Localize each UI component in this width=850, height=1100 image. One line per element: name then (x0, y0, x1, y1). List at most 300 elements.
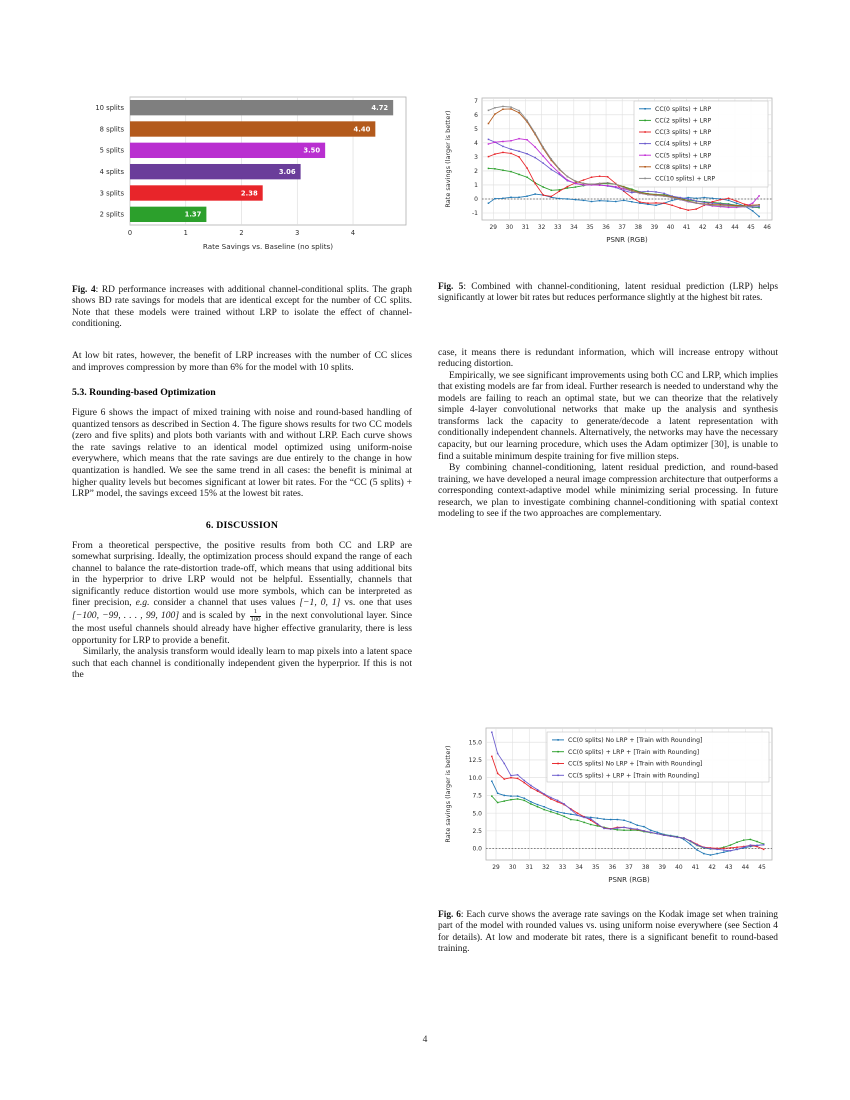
fig5-series-marker (655, 202, 657, 204)
paragraph-combining: By combining channel-conditioning, latent residual prediction, and round-based training, we have developed a neural image compression architecture that outperforms a corresponding context-adaptive model while minimizing serial processing. In future research, we plan to investigate combining channel-conditioning with spatial context modeling to see if the two approaches are complementary. (438, 462, 778, 520)
fig6-series-marker (723, 849, 725, 851)
fig6-series-marker (590, 824, 592, 826)
fig5-series-marker (631, 201, 633, 203)
fig6-series-marker (577, 815, 579, 817)
fig6-series-marker (710, 848, 712, 850)
fig5-series-marker (696, 208, 698, 210)
fig6-series-marker (550, 798, 552, 800)
fig6-xtick-label: 30 (508, 865, 517, 871)
fig5-series-marker (607, 176, 609, 178)
fig5-xtick-label: 45 (747, 225, 755, 231)
fig5-series-marker (728, 200, 730, 202)
fig5-series-marker (687, 209, 689, 211)
fig6-series-marker (617, 829, 619, 831)
fig5-series-marker (494, 107, 496, 109)
fig4-ytick-label: 4 splits (99, 168, 124, 177)
fig6-series-marker (523, 800, 525, 802)
fig6-series-marker (583, 817, 585, 819)
fig5-series-marker (712, 198, 714, 200)
fig5-series-marker (736, 206, 738, 208)
fig6-series-marker (590, 817, 592, 819)
fig5-series-marker (502, 141, 504, 143)
disc-1-part-c: vs. one that uses (340, 597, 412, 609)
fig5-ytick-label: -1 (472, 210, 478, 218)
fig6-series-marker (716, 849, 718, 851)
fig5-series-marker (542, 186, 544, 188)
fig5-series-marker (502, 152, 504, 154)
fraction-denominator: 100 (250, 615, 261, 623)
fig5-series-marker (551, 169, 553, 171)
fig6-series-marker (756, 841, 758, 843)
fig5-series-marker (631, 191, 633, 193)
fig5-legend-label: CC(10 splits) + LRP (655, 175, 716, 183)
figure-4 (72, 92, 412, 257)
fig5-series-marker (696, 200, 698, 202)
fig5-xtick-label: 32 (537, 225, 546, 231)
fig6-series-marker (550, 797, 552, 799)
fig5-series-marker (542, 146, 544, 148)
fig6-series-marker (650, 829, 652, 831)
disc-1-part-e: in the next convolutional layer. Since the most useful channels should already have higher effective granularity, there is less opportunity for LRP to provide a benefit. (72, 609, 412, 646)
fig6-series-marker (497, 793, 499, 795)
fig6-series-marker (537, 806, 539, 808)
fig5-legend-marker (644, 143, 646, 145)
fig5-series-marker (526, 139, 528, 141)
fig6-series-marker (683, 839, 685, 841)
fig6-series-marker (736, 849, 738, 851)
fig5-series-marker (647, 194, 649, 196)
fig6-series-marker (577, 820, 579, 822)
fig6-xtick-label: 45 (758, 865, 766, 871)
fig5-series-marker (655, 195, 657, 197)
fig6-series-marker (517, 774, 519, 776)
fig5-series-marker (631, 192, 633, 194)
fig6-series-marker (530, 803, 532, 805)
figure-5-caption (438, 282, 778, 305)
fig5-ytick-label: 7 (474, 97, 478, 105)
fig6-series-marker (663, 834, 665, 836)
fig6-xtick-label: 33 (558, 865, 567, 871)
fig5-series-marker (696, 202, 698, 204)
figure-5-caption-label: Fig. 5 (438, 282, 464, 292)
fig5-ytick-label: 1 (474, 182, 478, 190)
fig6-series-marker (750, 839, 752, 841)
fig5-xtick-label: 30 (505, 225, 514, 231)
fig5-ytick-label: 4 (474, 139, 478, 147)
fig6-series-marker (763, 849, 765, 851)
paragraph-lrp-low-bitrates: At low bit rates, however, the benefit of LRP increases with the number of CC slices and improves compression by more than 6% for the model with 10 splits. (72, 350, 412, 373)
fig5-series-marker (591, 176, 593, 178)
figure-5-caption-text: : Combined with channel-conditioning, latent residual prediction (LRP) helps significantly at lower bit rates but reduces performance slightly at the highest bit rates. (438, 282, 778, 304)
fig5-legend-label: CC(3 splits) + LRP (655, 129, 712, 137)
fig5-legend-marker (644, 178, 646, 180)
fig4-bar-value: 4.40 (353, 125, 371, 134)
fig5-series-marker (510, 140, 512, 142)
fig5-series-marker (720, 205, 722, 207)
right-column-bottom (438, 910, 778, 955)
fig5-series-marker (526, 176, 528, 178)
fig6-series-marker (530, 801, 532, 803)
fig5-series-marker (534, 157, 536, 159)
fig6-series-marker (730, 850, 732, 852)
fig5-series-marker (502, 198, 504, 200)
disc-1-eg: e.g. (135, 597, 150, 609)
fig5-xtick-label: 39 (650, 225, 659, 231)
fig5-xtick-label: 37 (618, 225, 626, 231)
fig5-series-marker (599, 175, 601, 177)
fig5-series-marker (752, 210, 754, 212)
fig6-xtick-label: 41 (691, 865, 700, 871)
fig5-series-marker (623, 187, 625, 189)
fig5-series-marker (583, 184, 585, 186)
fig6-series-marker (743, 839, 745, 841)
figure-5 (438, 92, 778, 260)
fig5-series-marker (647, 202, 649, 204)
fig6-ytick-label: 5.0 (472, 810, 482, 818)
fig6-series-marker (637, 824, 639, 826)
right-column-top (438, 282, 778, 520)
spacer (72, 531, 412, 540)
fig5-series-marker (518, 138, 520, 140)
fig6-series-marker (557, 801, 559, 803)
fig6-series-marker (563, 816, 565, 818)
spacer (72, 373, 412, 387)
fig6-series-marker (617, 819, 619, 821)
fraction-numerator: 1 (253, 607, 258, 615)
figure-4-plot (72, 92, 412, 257)
fig5-series-marker (542, 162, 544, 164)
fig5-series-marker (647, 191, 649, 193)
fig5-xtick-label: 41 (682, 225, 691, 231)
fig6-series-marker (523, 782, 525, 784)
fig5-series-marker (736, 200, 738, 202)
fig6-series-marker (723, 851, 725, 853)
fig6-series-marker (623, 829, 625, 831)
heading-6-discussion: 6. DISCUSSION (205, 519, 279, 531)
fig6-legend-label: CC(5 splits) No LRP + [Train with Rounding] (568, 760, 703, 768)
fig5-series-marker (567, 187, 569, 189)
fig4-ytick-label: 5 splits (99, 146, 124, 155)
fig6-xlabel: PSNR (RGB) (608, 876, 650, 884)
fig5-series-marker (494, 168, 496, 170)
fig5-series-marker (758, 205, 760, 207)
fig6-xtick-label: 37 (625, 865, 633, 871)
fig5-xtick-label: 35 (586, 225, 594, 231)
fig6-xtick-label: 43 (725, 865, 733, 871)
fig5-series-marker (488, 156, 490, 158)
fig5-series-marker (551, 190, 553, 192)
fig5-series-marker (744, 204, 746, 206)
fig5-series-marker (551, 196, 553, 198)
fig6-series-marker (743, 846, 745, 848)
fig5-legend-marker (644, 120, 646, 122)
fig4-plot-area (130, 97, 406, 225)
fig6-series-marker (497, 802, 499, 804)
spacer (438, 305, 778, 347)
fig5-xtick-label: 36 (602, 225, 610, 231)
fig5-series-marker (510, 171, 512, 173)
fig5-series-marker (712, 205, 714, 207)
left-column (72, 285, 412, 681)
fig5-series-marker (663, 193, 665, 195)
fig6-series-marker (543, 793, 545, 795)
fig4-ytick-label: 10 splits (95, 104, 124, 113)
fig6-series-marker (676, 837, 678, 839)
fig5-series-marker (534, 183, 536, 185)
fig6-ytick-label: 10.0 (468, 774, 482, 782)
fig5-series-marker (510, 108, 512, 110)
fig5-series-marker (663, 202, 665, 204)
fig6-series-marker (491, 732, 493, 734)
heading-5-3: 5.3. Rounding-based Optimization (72, 387, 216, 399)
fig5-series-marker (704, 197, 706, 199)
fig5-series-marker (758, 206, 760, 208)
fig5-series-marker (758, 216, 760, 218)
fig6-xtick-label: 44 (741, 865, 750, 871)
fig5-series-marker (542, 155, 544, 157)
fig4-bar-value: 3.50 (303, 146, 321, 155)
fig4-bar-value: 1.37 (184, 210, 202, 219)
fig5-series-marker (494, 153, 496, 155)
fig5-series-marker (488, 139, 490, 141)
fig6-xtick-label: 29 (492, 865, 500, 871)
fig5-series-marker (591, 201, 593, 203)
fig5-xtick-label: 43 (715, 225, 723, 231)
fig6-series-marker (491, 795, 493, 797)
fig5-series-marker (623, 200, 625, 202)
fig6-series-marker (630, 828, 632, 830)
fig5-series-marker (615, 201, 617, 203)
fig4-ytick-label: 2 splits (99, 210, 124, 219)
fig5-series-marker (567, 198, 569, 200)
fig5-series-marker (551, 158, 553, 160)
fig4-bar-value: 3.06 (278, 168, 296, 177)
fig5-legend-label: CC(2 splits) + LRP (655, 117, 712, 125)
fig5-series-marker (599, 200, 601, 202)
fig4-ytick-label: 3 splits (99, 189, 124, 198)
fig6-series-marker (510, 775, 512, 777)
fig5-series-marker (567, 176, 569, 178)
fig5-series-marker (704, 202, 706, 204)
fig6-series-marker (716, 853, 718, 855)
fig5-xtick-label: 33 (553, 225, 562, 231)
fig6-series-marker (517, 795, 519, 797)
fig5-series-marker (518, 156, 520, 158)
fig6-series-marker (497, 753, 499, 755)
fig5-ytick-label: 3 (474, 153, 478, 161)
fig5-series-marker (488, 168, 490, 170)
fig6-series-marker (491, 756, 493, 758)
fig5-series-marker (736, 202, 738, 204)
paragraph-redundancy-continuation: case, it means there is redundant information, which will increase entropy without reducing distortion. (438, 346, 778, 370)
spacer (72, 398, 412, 407)
fig5-series-marker (623, 190, 625, 192)
figure-6 (438, 722, 778, 902)
fig5-series-marker (534, 146, 536, 148)
fig5-xlabel: PSNR (RGB) (606, 236, 648, 244)
fig4-bar (130, 100, 393, 115)
fig5-ytick-label: 6 (474, 111, 478, 119)
fig5-series-marker (671, 197, 673, 199)
fig5-series-marker (559, 189, 561, 191)
page-number: 4 (422, 1035, 428, 1045)
fig6-ylabel: Rate savings (larger is better) (444, 745, 452, 843)
fig6-series-marker (603, 828, 605, 830)
fig5-series-marker (534, 132, 536, 134)
fig4-xtick-label: 2 (239, 229, 244, 237)
fig5-series-marker (583, 200, 585, 202)
spacer (72, 330, 412, 350)
fig6-series-marker (504, 778, 506, 780)
figure-6-plot (438, 722, 778, 902)
fig6-series-marker (491, 780, 493, 782)
fig5-series-marker (510, 153, 512, 155)
fig5-series-marker (591, 183, 593, 185)
fig5-series-marker (518, 197, 520, 199)
figure-5-plot (438, 92, 778, 260)
fig5-series-marker (752, 202, 754, 204)
fig6-xtick-label: 35 (591, 865, 600, 871)
fig5-series-marker (583, 179, 585, 181)
fig5-series-marker (559, 191, 561, 193)
fig5-series-marker (679, 207, 681, 209)
fig5-xtick-label: 34 (570, 225, 578, 231)
fig5-series-marker (615, 186, 617, 188)
fig6-series-marker (557, 813, 559, 815)
fig5-legend-marker (644, 108, 646, 110)
paragraph-discussion-1 (72, 540, 412, 647)
fig5-series-marker (510, 197, 512, 199)
fig5-series-marker (575, 199, 577, 201)
fig5-xtick-label: 46 (763, 225, 771, 231)
fig6-series-marker (537, 804, 539, 806)
fig6-legend-marker (557, 763, 559, 765)
fig5-series-marker (567, 179, 569, 181)
fig5-series-marker (518, 174, 520, 176)
fig6-series-marker (497, 773, 499, 775)
fig5-series-marker (758, 195, 760, 197)
fig6-xtick-label: 38 (641, 865, 650, 871)
fig6-series-marker (597, 817, 599, 819)
fig5-series-marker (488, 110, 490, 112)
fig6-series-marker (756, 845, 758, 847)
fig6-series-marker (504, 800, 506, 802)
fig5-series-marker (526, 153, 528, 155)
fig5-series-marker (599, 184, 601, 186)
fig6-series-marker (597, 823, 599, 825)
fig4-bar (130, 121, 375, 136)
fig4-ytick-label: 8 splits (99, 125, 124, 134)
fig5-ytick-label: 5 (474, 125, 478, 133)
fig5-series-marker (712, 201, 714, 203)
fig5-legend-label: CC(5 splits) + LRP (655, 152, 712, 160)
fig6-series-marker (510, 799, 512, 801)
fig6-series-marker (696, 844, 698, 846)
fig6-series-marker (537, 790, 539, 792)
fig6-xtick-label: 31 (525, 865, 533, 871)
fig6-series-marker (504, 795, 506, 797)
fig6-series-marker (643, 826, 645, 828)
fig6-series-marker (690, 844, 692, 846)
fig5-series-marker (752, 205, 754, 207)
fig6-xtick-label: 32 (542, 865, 550, 871)
fig5-series-marker (639, 193, 641, 195)
fig6-xtick-label: 42 (708, 865, 716, 871)
fig6-series-marker (570, 819, 572, 821)
paragraph-discussion-2: Similarly, the analysis transform would ideally learn to map pixels into a latent space such that each channel is conditionally independent given the hyperprior. If this is not the (72, 646, 412, 681)
fig5-xtick-label: 29 (489, 225, 498, 231)
fig6-series-marker (643, 830, 645, 832)
fig5-series-marker (526, 120, 528, 122)
fig5-series-marker (607, 200, 609, 202)
fig5-series-marker (696, 198, 698, 200)
fig5-legend-marker (644, 131, 646, 133)
fig6-series-marker (617, 827, 619, 829)
fig5-xtick-label: 31 (521, 225, 530, 231)
fig6-series-marker (523, 780, 525, 782)
fig5-series-marker (488, 202, 490, 204)
fig5-series-marker (728, 198, 730, 200)
fig4-bar (130, 143, 325, 158)
fig5-series-marker (534, 193, 536, 195)
fig6-series-marker (597, 825, 599, 827)
figure-6-caption-label: Fig. 6 (438, 910, 461, 920)
fig6-ytick-label: 2.5 (472, 828, 482, 836)
fig5-series-marker (559, 198, 561, 200)
fig5-series-marker (639, 201, 641, 203)
fig6-ytick-label: 12.5 (468, 757, 482, 765)
fig5-xtick-label: 40 (666, 225, 675, 231)
fig6-series-marker (583, 822, 585, 824)
fig5-series-marker (502, 106, 504, 108)
fig6-series-marker (670, 835, 672, 837)
fig5-legend-marker (644, 166, 646, 168)
fig6-series-marker (530, 785, 532, 787)
fig6-series-marker (690, 840, 692, 842)
disc-1-math-2: [−100, −99, . . . , 99, 100] (72, 609, 180, 621)
disc-1-fraction (250, 609, 262, 623)
fig6-ytick-label: 0.0 (472, 845, 482, 853)
fig6-legend-marker (557, 751, 559, 753)
paragraph-empirical: Empirically, we see significant improvements using both CC and LRP, which implies that existing models are far from ideal. Further research is needed to understand why the models are failing to reach an optimal state, but we can theorize that the relatively simple 4-layer convolutional networks that make up the analysis and synthesis transforms lack the capacity to generate/decode a latent representation with conditionally independent channels. Alternatively, the networks may have the necessary capacity, but our learning procedure, which uses the Adam optimizer [30], is unable to find a suitable minimum despite training for five million steps. (438, 369, 778, 462)
fig6-series-marker (763, 844, 765, 846)
fig6-series-marker (657, 832, 659, 834)
fig6-xtick-label: 40 (675, 865, 683, 871)
fig5-series-marker (687, 197, 689, 199)
fig5-series-marker (575, 186, 577, 188)
fig5-series-marker (575, 183, 577, 185)
figure-4-caption-text: : RD performance increases with additional channel-conditional splits. The graph shows BD rate savings for models that are identical except for the number of CC splits. Note that these models were trained without LRP to isolate the effect of channel-conditioning. (72, 285, 412, 329)
fig6-series-marker (650, 832, 652, 834)
fig6-series-marker (530, 787, 532, 789)
fig5-series-marker (567, 186, 569, 188)
fig5-series-marker (655, 205, 657, 207)
fig5-ytick-label: 0 (474, 196, 478, 204)
fig5-series-marker (728, 206, 730, 208)
disc-1-part-d: and is scaled by (179, 609, 249, 621)
fig6-series-marker (736, 842, 738, 844)
fig5-series-marker (502, 169, 504, 171)
fig4-xtick-label: 4 (350, 229, 356, 237)
fig5-series-marker (671, 205, 673, 207)
fig4-bar-value: 2.38 (240, 189, 258, 198)
fig5-series-marker (720, 199, 722, 201)
fig5-series-marker (518, 151, 520, 153)
fig6-ytick-label: 15.0 (468, 739, 482, 747)
figure-6-caption-text: : Each curve shows the average rate savings on the Kodak image set when training part of the model with rounded values vs. using uniform noise everywhere (see Section 4 for details). At low and moderate bit rates, there is a significant benefit to round-based training. (438, 910, 778, 954)
fig5-series-marker (599, 183, 601, 185)
fig6-series-marker (504, 763, 506, 765)
